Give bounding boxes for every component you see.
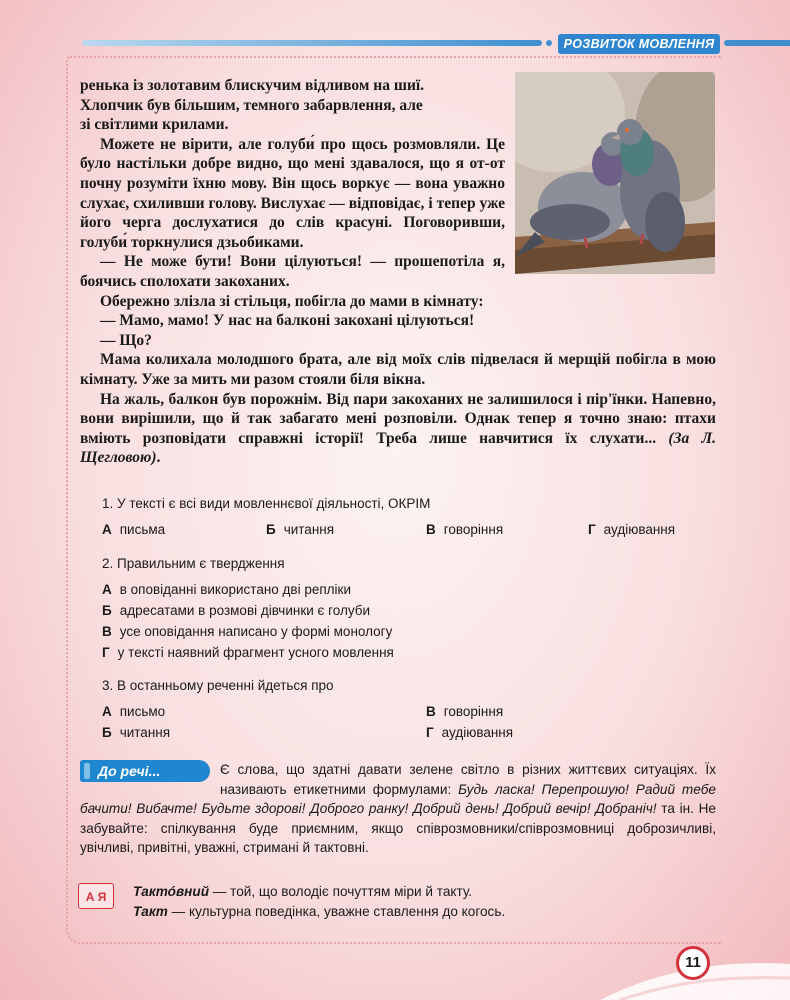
answer-option[interactable] <box>102 582 351 597</box>
story-paragraph: Мама колихала молодшого брата, але від моїх слів підвелася й мерщій побігла в мою кімнату. Уже за мить ми разом стояли біля вікна. <box>80 351 716 388</box>
glossary-definition: — культурна поведінка, уважне ставлення до когось. <box>167 904 506 919</box>
option-text: говоріння <box>443 704 504 719</box>
story-paragraph: — Не може бути! Вони цілуються! — прошепотіла я, боячись сполохати закоханих. <box>80 253 505 290</box>
question-3: 3. В останньому реченні йдеться про <box>102 678 334 693</box>
answer-option[interactable] <box>102 603 370 618</box>
question-2: 2. Правильним є твердження <box>102 556 285 571</box>
header-rule-right <box>724 40 790 46</box>
option-letter: А <box>102 704 112 719</box>
option-letter: В <box>426 522 436 537</box>
page-number: 11 <box>676 946 710 980</box>
answer-option[interactable] <box>102 725 170 740</box>
answer-option[interactable] <box>426 522 503 537</box>
option-text: аудіювання <box>441 725 514 740</box>
fact-part1: Є слова, що здатні давати зелене світло в різних життєвих ситуаціях. Їх називають етикетними формулами: <box>220 762 716 797</box>
option-text: письмо <box>119 704 166 719</box>
glossary-definition: — той, що володіє почуттям міри й такту. <box>209 884 473 899</box>
story-paragraph: Можете не вірити, але голуби́ про щось розмовляли. Це було настільки добре видно, що мені здавалося, що я от-от почну розуміти їхню мову. Він щось воркує — вона уважно слухає, схиливши голову. Вислухає — відповідає, і тепер уже його черга дослухатися до слів красуні. Поговоривши, голуби́ торкнулися дзьобиками. <box>80 135 505 251</box>
story-line: ренька із золотавим блискучим відливом на шиї. <box>80 77 425 94</box>
glossary-entry-1 <box>133 884 472 899</box>
fact-tag <box>80 760 210 782</box>
story-source: (За Л. Щегловою) <box>80 429 717 467</box>
option-letter: Г <box>426 725 434 740</box>
option-letter: А <box>102 522 112 537</box>
header-rule <box>82 40 542 46</box>
option-text: усе оповідання написано у формі монологу <box>119 624 393 639</box>
question-1: 1. У тексті є всі види мовленнєвої діяльності, ОКРІМ <box>102 496 431 511</box>
option-text: говоріння <box>443 522 504 537</box>
option-letter: Г <box>588 522 596 537</box>
dictionary-icon: А Я <box>78 883 114 909</box>
answer-option[interactable] <box>102 624 392 639</box>
story-paragraph: — Мамо, мамо! У нас на балконі закохані цілуються! <box>100 312 475 330</box>
story-paragraph <box>80 390 716 468</box>
answer-option[interactable] <box>426 725 513 740</box>
glossary-term: Такт <box>133 904 168 919</box>
option-letter: А <box>102 582 112 597</box>
answer-option[interactable] <box>102 522 165 537</box>
header-dot <box>546 40 552 46</box>
story-paragraph: — Що? <box>100 331 152 349</box>
section-title: РОЗВИТОК МОВЛЕННЯ <box>558 34 720 54</box>
answer-option[interactable] <box>102 645 394 660</box>
story-end: . <box>156 449 161 467</box>
option-text: письма <box>119 522 166 537</box>
option-text: аудіювання <box>603 522 676 537</box>
story-line: Хлопчик був більшим, темного забарвлення, але <box>80 96 423 114</box>
option-letter: Б <box>266 522 276 537</box>
fact-part2: та ін. Не забувайте: спілкування буде приємним, якщо співрозмовники/співрозмовниці доброзичливі, увічливі, привітні, уважні, стримані й тактовні. <box>80 801 716 856</box>
option-text: адресатами в розмові дівчинки є голуби <box>119 603 371 618</box>
answer-option[interactable] <box>426 704 503 719</box>
option-text: в оповіданні використано дві репліки <box>119 582 351 597</box>
answer-option[interactable] <box>266 522 334 537</box>
fact-tag-stub <box>84 763 90 779</box>
option-letter: Г <box>102 645 110 660</box>
option-text: читання <box>283 522 335 537</box>
option-letter: Б <box>102 603 112 618</box>
glossary-term: Такто́вний <box>133 884 209 899</box>
story-final-text: На жаль, балкон був порожнім. Від пари закоханих не залишилося і пір'їнки. Напевно, вони вирішили, що й так забагато мені розповіли. Однак тепер я точно знаю: птахи вміють розповідати справжні історії! Треба лише навчитися їх слухати... <box>80 390 716 447</box>
story-text <box>80 76 716 468</box>
option-text: у тексті наявний фрагмент усного мовлення <box>117 645 394 660</box>
story-line: зі світлими крилами. <box>80 116 229 134</box>
answer-option[interactable] <box>588 522 675 537</box>
fact-examples: Будь ласка! Перепрошую! Радий тебе бачити! Вибачте! Будьте здорові! Доброго ранку! Добрий день! Добрий вечір! Добраніч! <box>80 781 716 817</box>
option-letter: Б <box>102 725 112 740</box>
glossary-entry-2 <box>133 904 505 919</box>
story-paragraph: Обережно злізла зі стільця, побігла до мами в кімнату: <box>100 292 484 310</box>
answer-option[interactable] <box>102 704 165 719</box>
fact-tag-label: До речі... <box>98 763 161 779</box>
option-letter: В <box>102 624 112 639</box>
option-letter: В <box>426 704 436 719</box>
option-text: читання <box>119 725 171 740</box>
